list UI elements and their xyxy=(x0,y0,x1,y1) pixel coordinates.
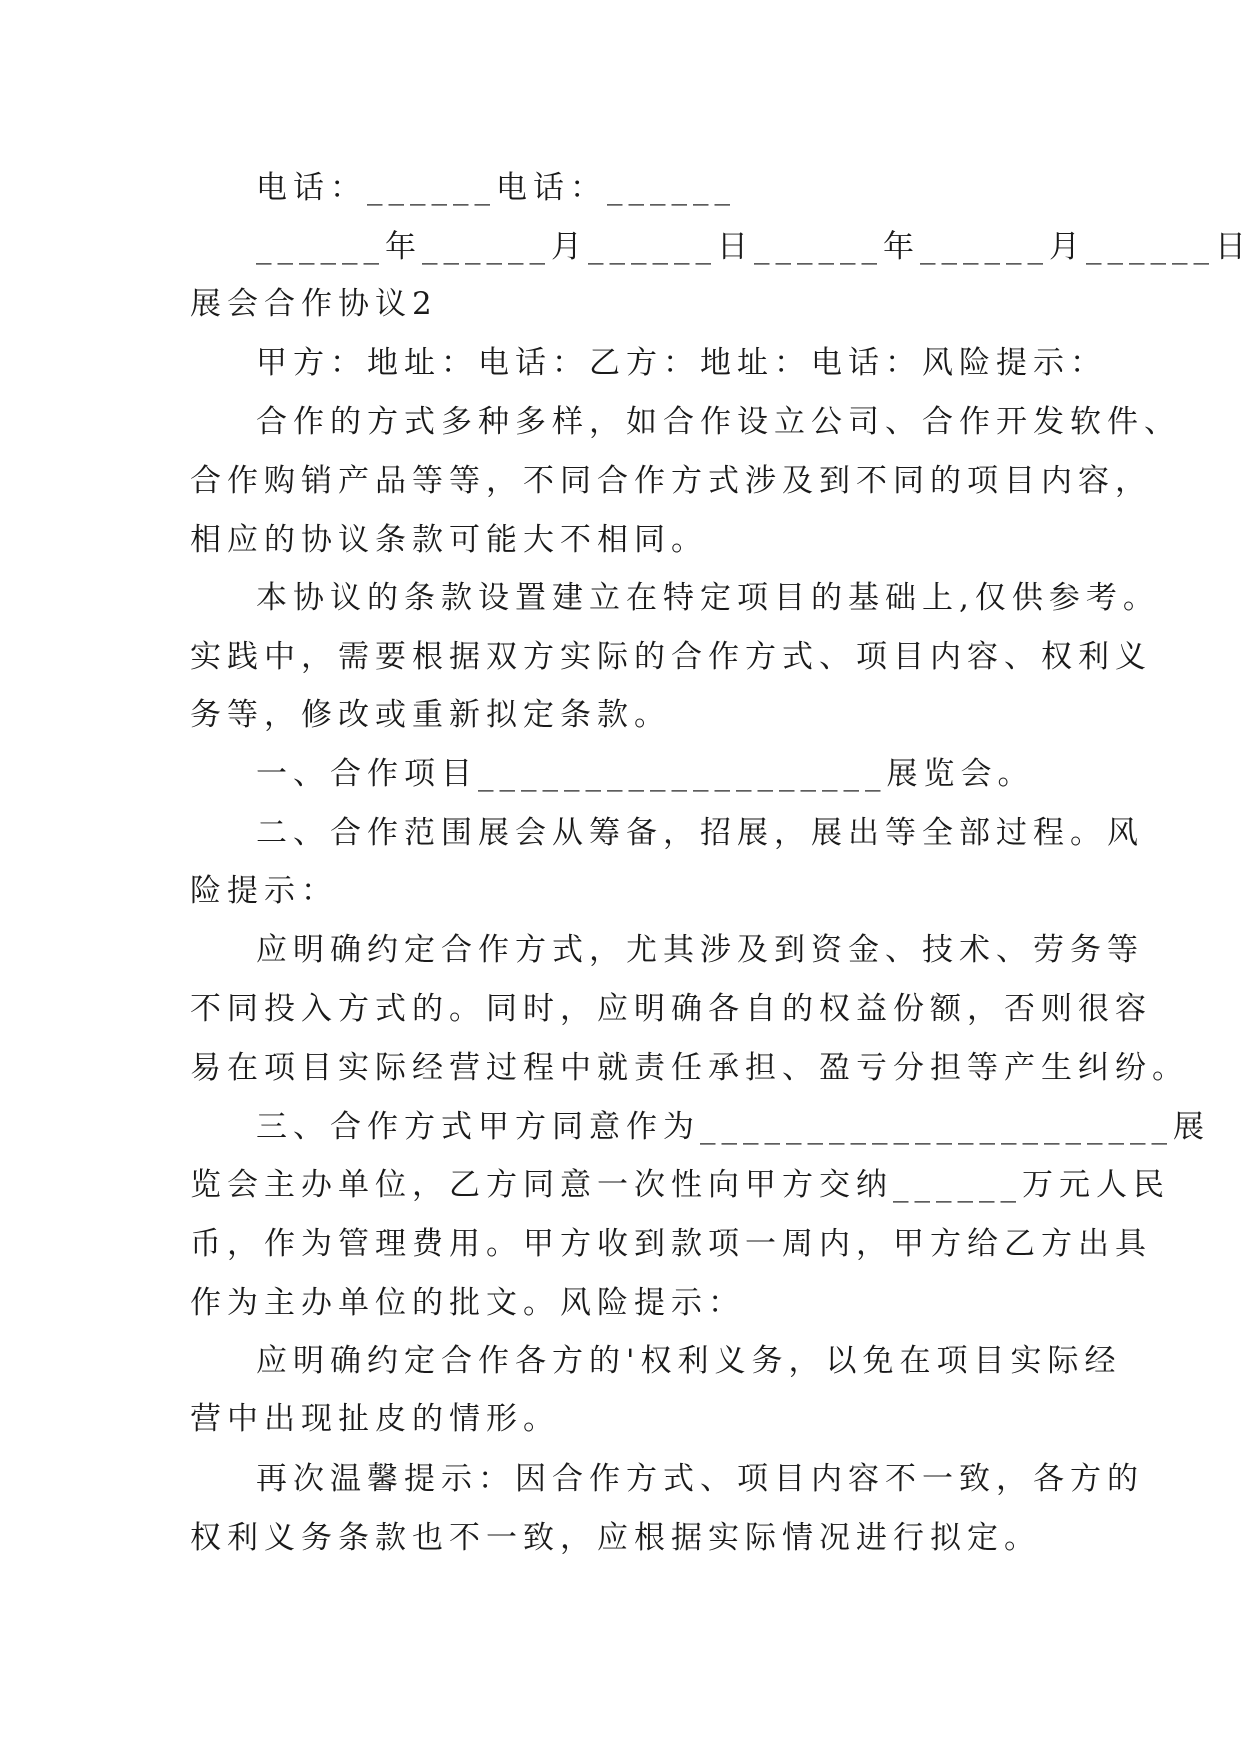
clause-two: 二、合作范围展会从筹备，招展，展出等全部过程。风 xyxy=(256,815,1144,851)
paragraph-line: 作为主办单位的批文。风险提示： xyxy=(190,1285,745,1321)
clause-three: 三、合作方式甲方同意作为______________________展 xyxy=(256,1109,1210,1145)
date-line: ______年______月______日______年______月______日 xyxy=(256,229,1252,265)
paragraph-line: 务等，修改或重新拟定条款。 xyxy=(190,697,671,733)
document-title: 展会合作协议2 xyxy=(190,286,438,322)
phone-line: 电话：______电话：______ xyxy=(256,170,736,206)
paragraph-line: 实践中，需要根据双方实际的合作方式、项目内容、权利义 xyxy=(190,639,1152,675)
paragraph-line: 览会主办单位，乙方同意一次性向甲方交纳______万元人民 xyxy=(190,1167,1170,1203)
paragraph-line: 相应的协议条款可能大不相同。 xyxy=(190,522,708,558)
paragraph-line: 应明确约定合作各方的'权利义务，以免在项目实际经 xyxy=(256,1343,1122,1379)
clause-one: 一、合作项目___________________展览会。 xyxy=(256,756,1035,792)
paragraph-line: 合作的方式多种多样，如合作设立公司、合作开发软件、 xyxy=(256,404,1181,440)
paragraph-line: 合作购销产品等等，不同合作方式涉及到不同的项目内容， xyxy=(190,463,1152,499)
paragraph-line: 易在项目实际经营过程中就责任承担、盈亏分担等产生纠纷。 xyxy=(190,1050,1189,1086)
paragraph-line: 本协议的条款设置建立在特定项目的基础上,仅供参考。 xyxy=(256,580,1160,616)
paragraph-line: 不同投入方式的。同时，应明确各自的权益份额，否则很容 xyxy=(190,991,1152,1027)
parties-line: 甲方：地址：电话：乙方：地址：电话：风险提示： xyxy=(256,345,1107,381)
paragraph-line: 再次温馨提示：因合作方式、项目内容不一致，各方的 xyxy=(256,1461,1144,1497)
paragraph-line: 营中出现扯皮的情形。 xyxy=(190,1401,560,1437)
paragraph-line: 币，作为管理费用。甲方收到款项一周内，甲方给乙方出具 xyxy=(190,1226,1152,1262)
paragraph-line: 权利义务条款也不一致，应根据实际情况进行拟定。 xyxy=(190,1520,1041,1556)
paragraph-line: 应明确约定合作方式，尤其涉及到资金、技术、劳务等 xyxy=(256,932,1144,968)
paragraph-line: 险提示： xyxy=(190,873,338,909)
